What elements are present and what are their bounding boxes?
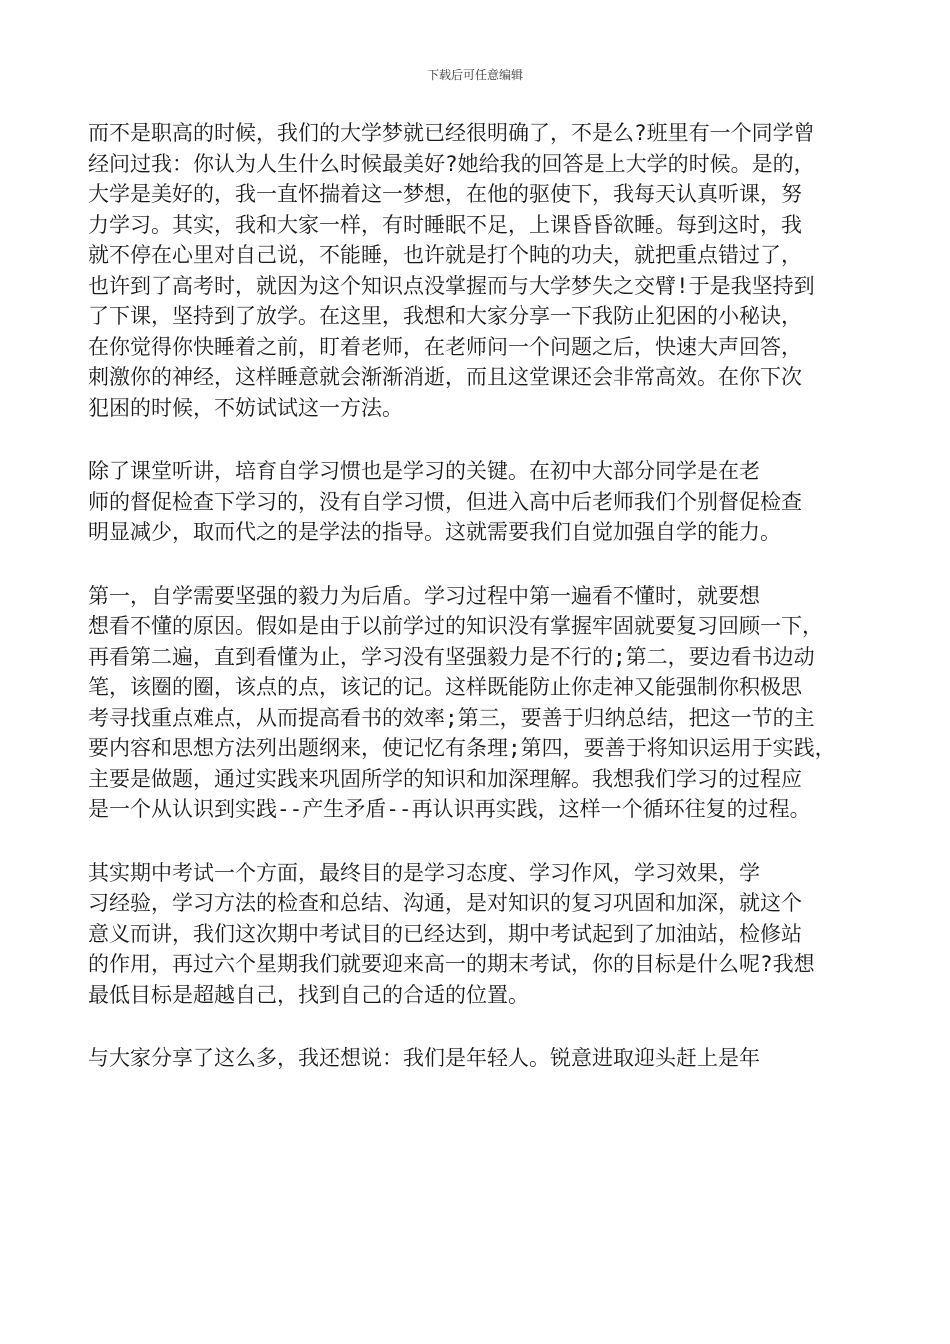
paragraph [88, 1043, 863, 1074]
text-line: 习经验，学习方法的检查和总结、沟通，是对知识的复习巩固和加深，就这个 [88, 891, 802, 915]
text-line: 笔，该圈的圈，该点的点，该记的记。这样既能防止你走神又能强制你积极思 [88, 675, 802, 699]
text-line: 是一个从认识到实践--产生矛盾--再认识再实践，这样一个循环往复的过程。 [88, 797, 811, 821]
text-line: 意义而讲，我们这次期中考试目的已经达到，期中考试起到了加油站，检修站 [88, 921, 802, 946]
text-line: 刺激你的神经，这样睡意就会渐渐消逝，而且这堂课还会非常高效。在你下次 [88, 365, 802, 389]
paragraph [88, 581, 863, 825]
text-line: 犯困的时候，不妨试试这一方法。 [88, 395, 403, 420]
text-line: 经问过我：你认为人生什么时候最美好?她给我的回答是上大学的时候。是的， [88, 151, 815, 176]
paragraph [88, 118, 863, 423]
paragraph-gap [88, 548, 863, 581]
text-line: 的作用，再过六个星期我们就要迎来高一的期末考试，你的目标是什么呢?我想 [88, 952, 815, 976]
text-line: 想看不懂的原因。假如是由于以前学过的知识没有掌握牢固就要复习回顾一下， [88, 614, 823, 638]
page-header: 下载后可任意编辑 [426, 68, 523, 82]
text-line: 大学是美好的，我一直怀揣着这一梦想，在他的驱使下，我每天认真听课，努 [88, 182, 802, 206]
paragraph-gap [88, 423, 863, 456]
text-line: 除了课堂听讲，培育自学习惯也是学习的关键。在初中大部分同学是在老 [88, 459, 760, 483]
text-line: 而不是职高的时候，我们的大学梦就已经很明确了，不是么?班里有一个同学曾 [88, 121, 815, 145]
text-line: 就不停在心里对自己说，不能睡，也许就是打个盹的功夫，就把重点错过了， [88, 243, 802, 267]
paragraph-gap [88, 825, 863, 858]
text-line: 再看第二遍，直到看懂为止，学习没有坚强毅力是不行的;第二，要边看书边动 [88, 644, 815, 669]
text-line: 与大家分享了这么多，我还想说：我们是年轻人。锐意进取迎头赶上是年 [88, 1046, 760, 1070]
text-line: 师的督促检查下学习的，没有自学习惯，但进入高中后老师我们个别督促检查 [88, 489, 802, 514]
paragraph [88, 456, 863, 548]
text-line: 在你觉得你快睡着之前，盯着老师，在老师问一个问题之后，快速大声回答， [88, 334, 802, 359]
text-line: 第一，自学需要坚强的毅力为后盾。学习过程中第一遍看不懂时，就要想 [88, 583, 760, 608]
paragraph [88, 858, 863, 1011]
text-line: 考寻找重点难点，从而提高看书的效率;第三，要善于归纳总结，把这一节的主 [88, 705, 815, 730]
text-line: 明显减少，取而代之的是学法的指导。这就需要我们自觉加强自学的能力。 [88, 520, 781, 544]
text-line: 主要是做题，通过实践来巩固所学的知识和加深理解。我想我们学习的过程应 [88, 766, 802, 791]
text-line: 要内容和思想方法列出题纲来，使记忆有条理;第四，要善于将知识运用于实践， [88, 736, 836, 760]
paragraph-gap [88, 1010, 863, 1043]
text-line: 也许到了高考时，就因为这个知识点没掌握而与大学梦失之交臂!于是我坚持到 [88, 273, 815, 298]
text-line: 了下课，坚持到了放学。在这里，我想和大家分享一下我防止犯困的小秘诀， [88, 304, 802, 328]
text-line: 其实期中考试一个方面，最终目的是学习态度、学习作风，学习效果，学 [88, 860, 760, 885]
text-line: 力学习。其实，我和大家一样，有时睡眠不足，上课昏昏欲睡。每到这时，我 [88, 212, 802, 237]
document-body [88, 118, 863, 1074]
text-line: 最低目标是超越自己，找到自己的合适的位置。 [88, 982, 529, 1007]
